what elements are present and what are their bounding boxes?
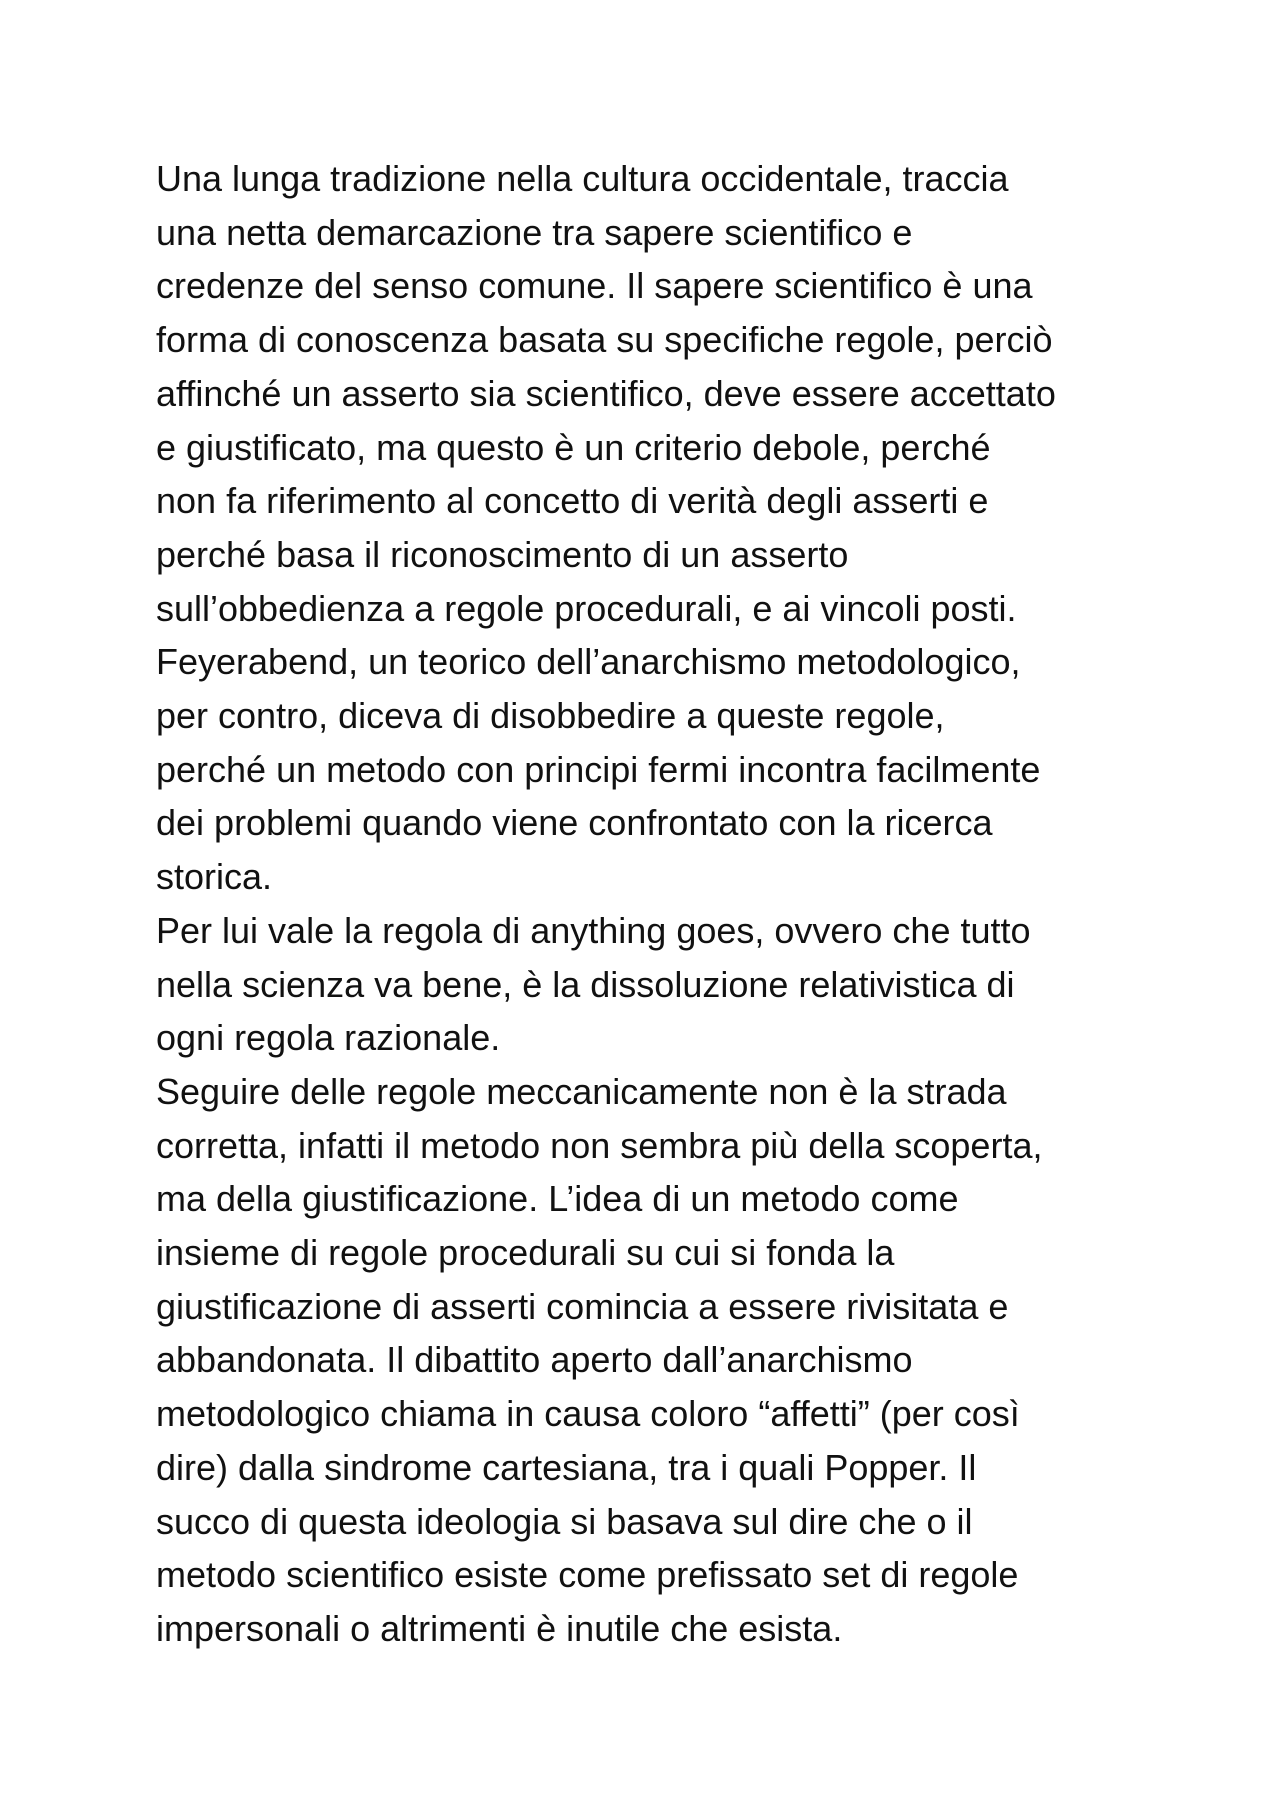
text-line: succo di questa ideologia si basava sul dire che o il xyxy=(156,1500,973,1542)
text-line: impersonali o altrimenti è inutile che esista. xyxy=(156,1607,843,1649)
text-line: ogni regola razionale. xyxy=(156,1017,501,1059)
text-line: Feyerabend, un teorico dell’anarchismo metodologico, xyxy=(156,641,1021,683)
text-line: sull’obbedienza a regole procedurali, e ai vincoli posti. xyxy=(156,587,1017,629)
text-line: per contro, diceva di disobbedire a queste regole, xyxy=(156,695,945,737)
text-line: ma della giustificazione. L’idea di un metodo come xyxy=(156,1178,959,1220)
text-line: Per lui vale la regola di anything goes, ovvero che tutto xyxy=(156,909,1031,951)
text-line: forma di conoscenza basata su specifiche regole, perciò xyxy=(156,319,1053,361)
text-line: affinché un asserto sia scientifico, deve essere accettato xyxy=(156,372,1056,414)
text-line: dire) dalla sindrome cartesiana, tra i quali Popper. Il xyxy=(156,1446,977,1488)
text-line: non fa riferimento al concetto di verità degli asserti e xyxy=(156,480,989,522)
text-line: nella scienza va bene, è la dissoluzione relativistica di xyxy=(156,963,1015,1005)
text-line: metodo scientifico esiste come prefissato set di regole xyxy=(156,1554,1019,1596)
text-line: giustificazione di asserti comincia a essere rivisitata e xyxy=(156,1285,1009,1327)
text-line: credenze del senso comune. Il sapere scientifico è una xyxy=(156,265,1033,307)
text-line: storica. xyxy=(156,856,273,898)
text-line: corretta, infatti il metodo non sembra più della scoperta, xyxy=(156,1124,1043,1166)
text-line: una netta demarcazione tra sapere scientifico e xyxy=(156,211,913,253)
text-line: e giustificato, ma questo è un criterio debole, perché xyxy=(156,426,991,468)
text-line: perché un metodo con principi fermi incontra facilmente xyxy=(156,748,1041,790)
text-line: metodologico chiama in causa coloro “affetti” (per così xyxy=(156,1393,1020,1435)
text-line: Una lunga tradizione nella cultura occidentale, traccia xyxy=(156,158,1009,199)
text-line: perché basa il riconoscimento di un asserto xyxy=(156,533,849,575)
text-line: insieme di regole procedurali su cui si fonda la xyxy=(156,1232,895,1274)
body-text xyxy=(156,152,1156,1656)
text-line: dei problemi quando viene confrontato con la ricerca xyxy=(156,802,993,844)
text-line: abbandonata. Il dibattito aperto dall’anarchismo xyxy=(156,1339,913,1381)
text-line: Seguire delle regole meccanicamente non è la strada xyxy=(156,1070,1007,1112)
